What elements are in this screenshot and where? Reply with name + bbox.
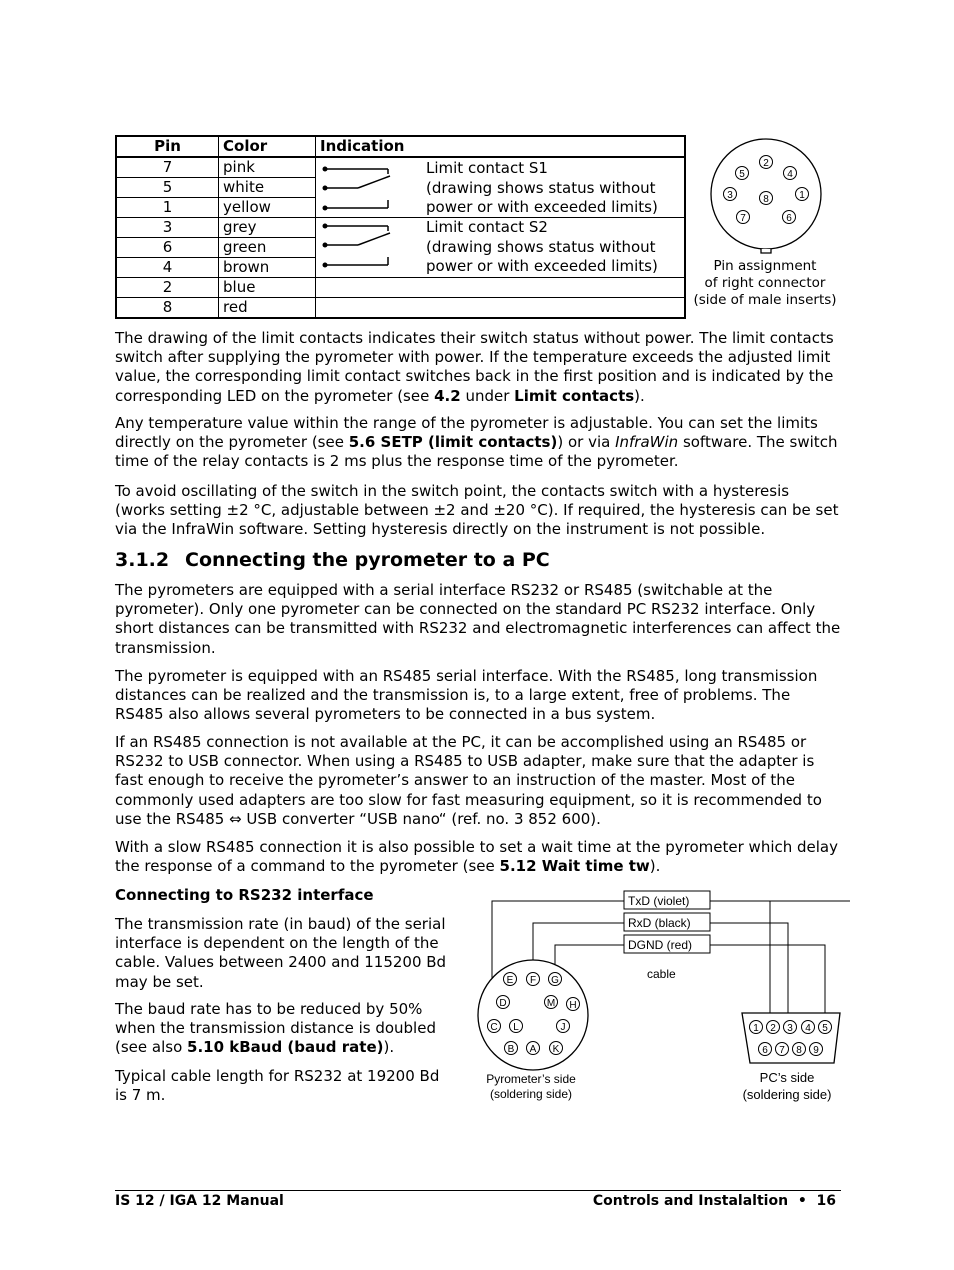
caption-line: Pin assignment [713,258,817,274]
connector-diagram [705,136,829,256]
switch-s1-icon [318,158,428,218]
pyro-pin: L [513,1022,519,1033]
s2-title: Limit contact S2 [426,218,548,236]
paragraph-temperature: Any temperature value within the range of the pyrometer is adjustable. You can set the limits directly on the pyrometer (see 5.6 SETP (limit contacts)) or via InfraWin software. The switch time of the relay contacts is 2 ms plus the response time of the pyrometer. [115,414,838,471]
pyro-pin: C [490,1022,498,1033]
caption-line: of right connector [704,275,826,291]
wiring-diagram [470,885,850,1110]
paragraph-baud-reduce: The baud rate has to be reduced by 50% when the transmission distance is doubled (see also 5.10 kBaud (baud rate)). [115,1000,436,1057]
pyro-pin: E [506,975,514,986]
pin-cell: 1 [116,198,219,218]
pyro-pin: D [499,998,507,1009]
pc-pin: 4 [805,1023,811,1034]
page-number: 16 [816,1193,836,1209]
wire-label-dgnd: DGND (red) [628,938,693,952]
pc-pin: 5 [822,1023,828,1034]
pyro-caption: Pyrometer’s side [486,1072,576,1086]
subheading-rs232: Connecting to RS232 interface [115,886,374,904]
s2-line3: power or with exceeded limits) [426,257,658,275]
color-cell: yellow [219,198,316,218]
connector-caption [690,258,840,309]
pc-pin: 1 [753,1023,759,1034]
pyro-pin: H [569,1000,577,1011]
pin-cell: 5 [116,178,219,198]
paragraph-limit-contacts: The drawing of the limit contacts indicates their switch status without power. The limit contacts switch after supplying the pyrometer with power. If the temperature exceeds the adjusted limit value, the corresponding limit contact switches back in the first position and is indicated by the corresponding LED on the pyrometer (see 4.2 under Limit contacts). [115,329,834,405]
color-cell: pink [219,157,316,178]
paragraph-wait-time: With a slow RS485 connection it is also possible to set a wait time at the pyrometer which delay the response of a command to the pyrometer (see 5.12 Wait time tw). [115,838,838,876]
pc-caption: PC’s side [759,1070,815,1085]
indication-s2 [316,218,686,278]
pyro-caption: (soldering side) [489,1087,573,1101]
pyro-pin: J [560,1022,566,1033]
pin-label: 4 [787,169,793,180]
pin-label: 6 [786,213,792,224]
pin-label: 8 [763,194,769,205]
footer-manual-title: IS 12 / IGA 12 Manual [115,1193,284,1209]
indication-empty [316,278,686,298]
switch-s2-icon [318,218,428,278]
caption-line: (side of male inserts) [693,292,837,308]
pin-cell: 3 [116,218,219,238]
pc-pin: 7 [779,1045,785,1056]
s1-line2: (drawing shows status without [426,178,656,197]
table-row [116,218,685,238]
pin-cell: 6 [116,238,219,258]
footer-rule [115,1190,841,1191]
pc-pin: 8 [796,1045,802,1056]
color-cell: red [219,298,316,319]
indication-empty [316,298,686,319]
pyro-pin: G [551,975,559,986]
pin-label: 2 [763,158,769,169]
wire-label-txd: TxD (violet) [628,894,690,908]
s2-line2: (drawing shows status without [426,237,656,256]
footer-section: Controls and Instalaltion • 16 [592,1193,836,1209]
pyro-pin: K [552,1044,560,1055]
pc-caption: (soldering side) [742,1087,832,1102]
pc-pin: 6 [762,1045,768,1056]
s1-line3: power or with exceeded limits) [426,198,658,216]
pin-label: 5 [739,169,745,180]
pyro-pin: M [546,998,556,1009]
section-heading: 3.1.2 Connecting the pyrometer to a PC [115,549,550,571]
header-color: Color [219,136,316,157]
paragraph-rs485: The pyrometer is equipped with an RS485 serial interface. With the RS485, long transmission distances can be realized and the transmission is, to a large extent, free of problems. The RS485 also allows several pyrometers to be connected in a bus system. [115,667,818,724]
s1-title: Limit contact S1 [426,159,548,177]
pin-label: 1 [799,190,805,201]
color-cell: green [219,238,316,258]
pc-pin: 2 [770,1023,776,1034]
color-cell: brown [219,258,316,278]
header-pin: Pin [116,136,219,157]
cable-label: cable [647,967,676,981]
table-row [116,278,685,298]
wire-label-rxd: RxD (black) [628,916,691,930]
paragraph-hysteresis: To avoid oscillating of the switch in the switch point, the contacts switch with a hysteresis (works setting ±2 °C, adjustable between ±2 and ±20 °C). If required, the hysteresis can be set via the InfraWin software. Setting hysteresis directly on the instrument is not possible. [115,482,839,539]
pyro-pin: B [507,1044,515,1055]
pin-table [115,135,686,319]
pin-cell: 2 [116,278,219,298]
color-cell: blue [219,278,316,298]
table-row [116,298,685,319]
pin-label: 7 [740,213,746,224]
pyro-pin: A [529,1044,537,1055]
color-cell: white [219,178,316,198]
pyro-pin: F [529,975,537,986]
paragraph-usb: If an RS485 connection is not available at the PC, it can be accomplished using an RS485 or RS232 to USB connector. When using a RS485 to USB adapter, make sure that the adapter is fast enough to receive the pyrometer’s answer to an instruction of the master. Most of the commonly used adapters are too slow for fast measuring equipment, so it is recommended to use the RS485 ⇔ USB converter “USB nano“ (ref. no. 3 852 600). [115,733,822,828]
paragraph-cable-length: Typical cable length for RS232 at 19200 Bd is 7 m. [115,1067,440,1105]
table-row [116,157,685,178]
pc-pin: 3 [787,1023,793,1034]
pin-label: 3 [727,190,733,201]
pin-cell: 7 [116,157,219,178]
pin-cell: 8 [116,298,219,319]
indication-s1 [316,157,686,218]
color-cell: grey [219,218,316,238]
paragraph-baud: The transmission rate (in baud) of the serial interface is dependent on the length of the cable. Values between 2400 and 115200 Bd may be set. [115,915,447,991]
pin-cell: 4 [116,258,219,278]
pc-pin: 9 [813,1045,819,1056]
header-indication: Indication [316,136,686,157]
paragraph-serial: The pyrometers are equipped with a serial interface RS232 or RS485 (switchable at the pyrometer). Only one pyrometer can be connected on the standard PC RS232 interface. Only short distances can be transmitted with RS232 and electromagnetic interferences can affect the transmission. [115,581,841,657]
